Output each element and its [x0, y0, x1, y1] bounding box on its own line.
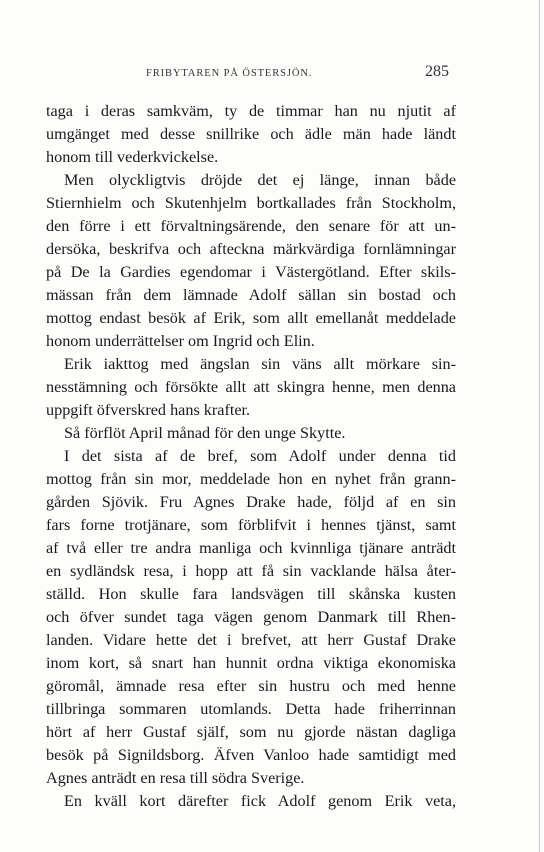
text-line: Så förflöt April månad för den unge Skytte.: [64, 424, 346, 442]
text-line: inom kort, så snart han hunnit ordna viktiga ekonomiska: [46, 654, 456, 672]
running-head: FRIBYTAREN PÅ ÖSTERSJÖN.: [146, 68, 313, 79]
text-line: tillbringa sommaren utomlands. Detta hade friherrinnan: [46, 700, 456, 718]
text-line: Erik iakttog med ängslan sin väns allt mörkare sin-: [64, 355, 456, 373]
text-line: landen. Vidare hette det i brefvet, att herr Gustaf Drake: [46, 631, 456, 649]
text-line: mässan från dem lämnade Adolf sällan sin bostad och: [46, 286, 456, 304]
text-line: en sydländsk resa, i hopp att få sin vacklande hälsa åter-: [46, 562, 456, 580]
page-number: 285: [425, 63, 449, 80]
text-line: mottog från sin mor, meddelade hon en nyhet från grann-: [46, 470, 456, 488]
text-line: Men olyckligtvis dröjde det ej länge, innan både: [64, 171, 456, 189]
text-line: I det sista af de bref, som Adolf under denna tid: [64, 447, 456, 465]
text-line: göromål, ämnade resa efter sin hustru och med henne: [46, 677, 456, 695]
text-line: dersöka, beskrifva och afteckna märkvärdiga fornlämningar: [46, 240, 456, 258]
text-line: af två eller tre andra manliga och kvinnliga tjänare anträdt: [46, 539, 456, 557]
text-line: och öfver sundet taga vägen genom Danmark till Rhen-: [46, 608, 456, 626]
text-line: ställd. Hon skulle fara landsvägen till skånska kusten: [46, 585, 456, 603]
text-line: Stiernhielm och Skutenhjelm bortkallades från Stockholm,: [46, 194, 456, 212]
text-line: honom underrättelser om Ingrid och Elin.: [46, 332, 315, 350]
text-line: umgänget med desse snillrike och ädle män hade ländt: [46, 125, 456, 143]
text-line: mottog endast besök af Erik, som allt emellanåt meddelade: [46, 309, 456, 327]
text-line: den förre i ett förvaltningsärende, den senare för att un-: [46, 217, 456, 235]
text-line: uppgift öfverskred hans krafter.: [46, 401, 251, 419]
text-line: besök på Signildsborg. Äfven Vanloo hade samtidigt med: [46, 746, 456, 764]
text-line: nesstämning och försökte allt att skingra henne, men denna: [46, 378, 456, 396]
text-line: hört af herr Gustaf själf, som nu gjorde nästan dagliga: [46, 723, 456, 741]
text-line: på De la Gardies egendomar i Västergötland. Efter skils-: [46, 263, 456, 281]
text-line: Agnes anträdt en resa till södra Sverige.: [46, 769, 305, 787]
text-line: En kväll kort därefter fick Adolf genom Erik veta,: [64, 792, 456, 810]
text-line: honom till vederkvickelse.: [46, 148, 219, 166]
text-line: gården Sjövik. Fru Agnes Drake hade, följd af en sin: [46, 493, 456, 511]
text-line: taga i deras samkväm, ty de timmar han nu njutit af: [46, 102, 456, 120]
text-line: fars forne trotjänare, som förblifvit i hennes tjänst, samt: [46, 516, 456, 534]
